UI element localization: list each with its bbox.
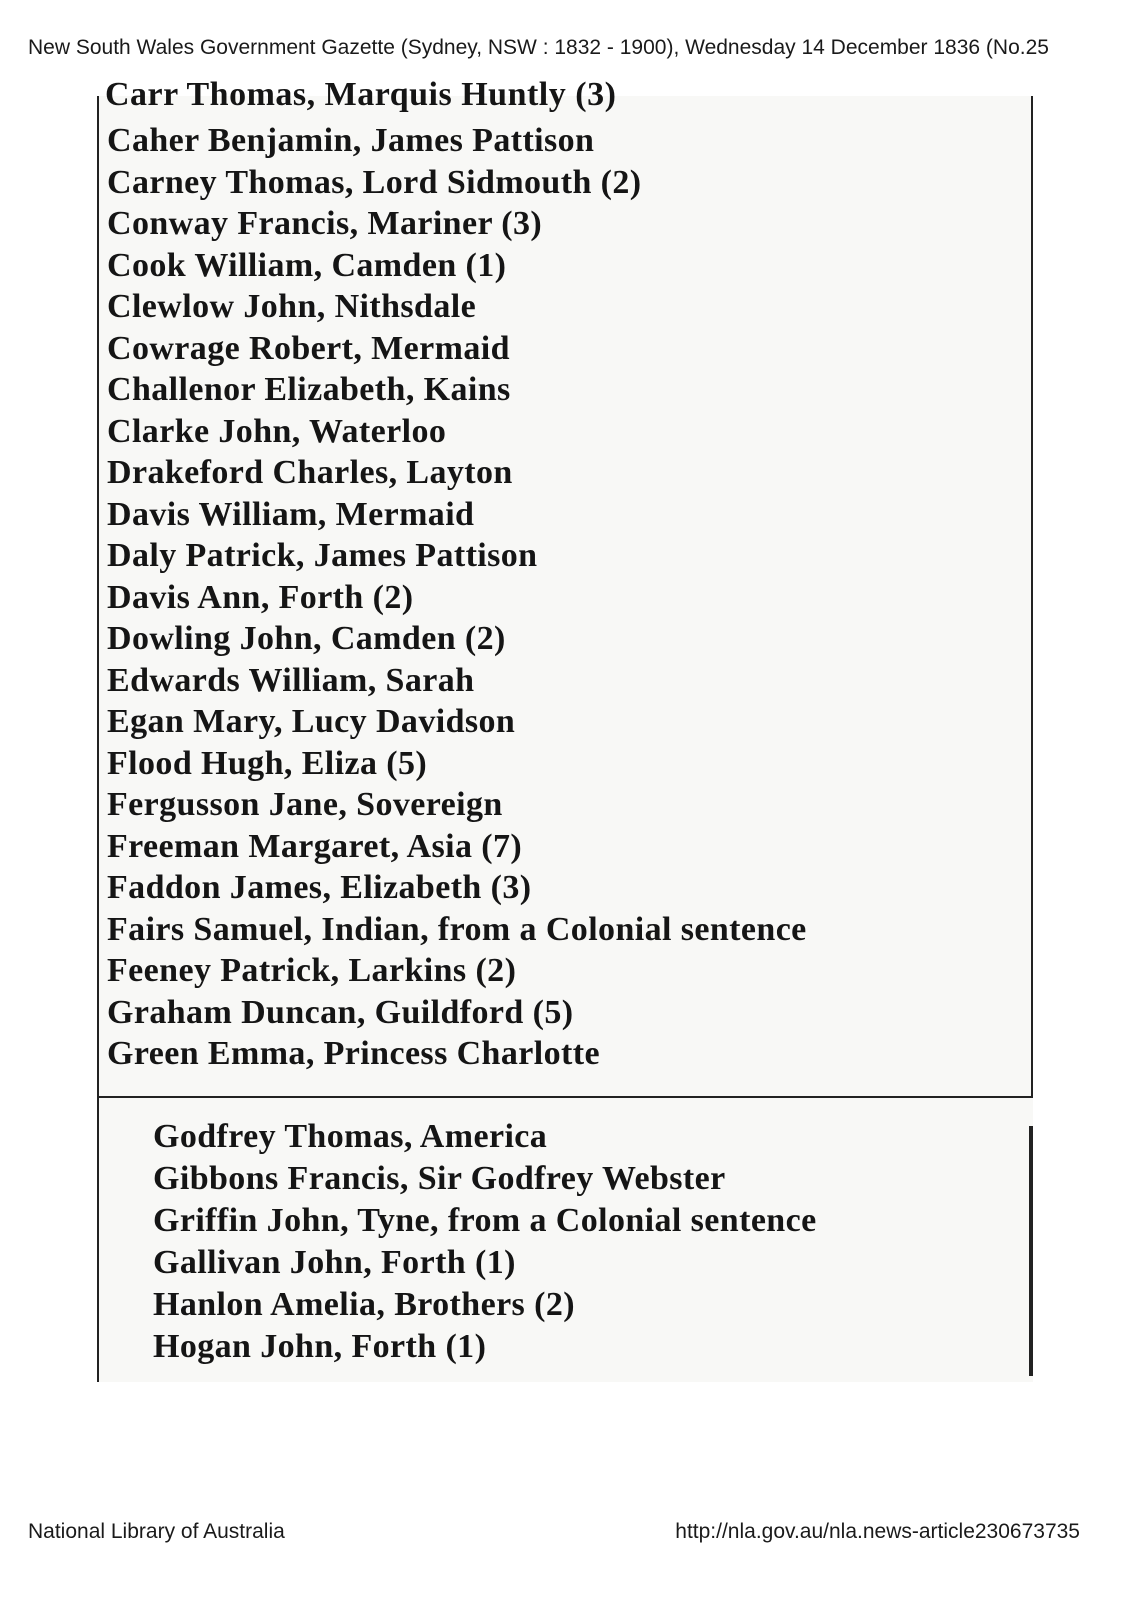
- list-entry: Egan Mary, Lucy Davidson: [107, 703, 516, 740]
- list-entry: Drakeford Charles, Layton: [107, 454, 513, 491]
- list-entry: Griffin John, Tyne, from a Colonial sentence: [153, 1202, 817, 1239]
- scanned-clipping: [97, 76, 1033, 1382]
- list-entry: Graham Duncan, Guildford (5): [107, 993, 574, 1031]
- list-entry: Daly Patrick, James Pattison: [107, 537, 538, 574]
- list-entry: Dowling John, Camden (2): [107, 620, 506, 657]
- list-entry: Freeman Margaret, Asia (7): [107, 827, 523, 865]
- list-entry: Davis Ann, Forth (2): [107, 578, 414, 616]
- list-entry: Fergusson Jane, Sovereign: [107, 786, 503, 823]
- list-entry: Godfrey Thomas, America: [153, 1118, 548, 1155]
- list-entry: Green Emma, Princess Charlotte: [107, 1035, 600, 1072]
- footer-library: National Library of Australia: [28, 1520, 285, 1543]
- convict-list-top: [107, 120, 807, 1075]
- list-entry: Flood Hugh, Eliza (5): [107, 744, 428, 782]
- list-entry: Conway Francis, Mariner (3): [107, 205, 543, 242]
- list-entry: Cowrage Robert, Mermaid: [107, 329, 510, 367]
- list-entry: Caher Benjamin, James Pattison: [107, 122, 595, 159]
- footer-url[interactable]: http://nla.gov.au/nla.news-article230673735: [675, 1520, 1080, 1543]
- column-rule: [1029, 1126, 1033, 1376]
- list-entry: Fairs Samuel, Indian, from a Colonial sentence: [107, 910, 807, 948]
- list-entry: Hogan John, Forth (1): [153, 1328, 487, 1365]
- list-entry: Cook William, Camden (1): [107, 246, 507, 284]
- list-entry: Gallivan John, Forth (1): [153, 1244, 516, 1281]
- list-entry: Edwards William, Sarah: [107, 661, 475, 699]
- citation-header: New South Wales Government Gazette (Sydney, NSW : 1832 - 1900), Wednesday 14 December 1836 (No.25: [28, 36, 1049, 59]
- list-entry: Feeney Patrick, Larkins (2): [107, 952, 517, 989]
- list-entry: Hanlon Amelia, Brothers (2): [153, 1286, 575, 1323]
- convict-list-bottom: [153, 1116, 817, 1368]
- column-bottom: [97, 1098, 1033, 1382]
- partial-top-line: Carr Thomas, Marquis Huntly (3): [105, 76, 617, 113]
- list-entry: Davis William, Mermaid: [107, 495, 475, 533]
- list-entry: Challenor Elizabeth, Kains: [107, 371, 511, 408]
- list-entry: Clarke John, Waterloo: [107, 412, 447, 450]
- list-entry: Faddon James, Elizabeth (3): [107, 869, 532, 906]
- list-entry: Clewlow John, Nithsdale: [107, 288, 477, 325]
- list-entry: Gibbons Francis, Sir Godfrey Webster: [153, 1160, 726, 1197]
- list-entry: Carney Thomas, Lord Sidmouth (2): [107, 163, 642, 201]
- column-top: [97, 76, 1033, 1098]
